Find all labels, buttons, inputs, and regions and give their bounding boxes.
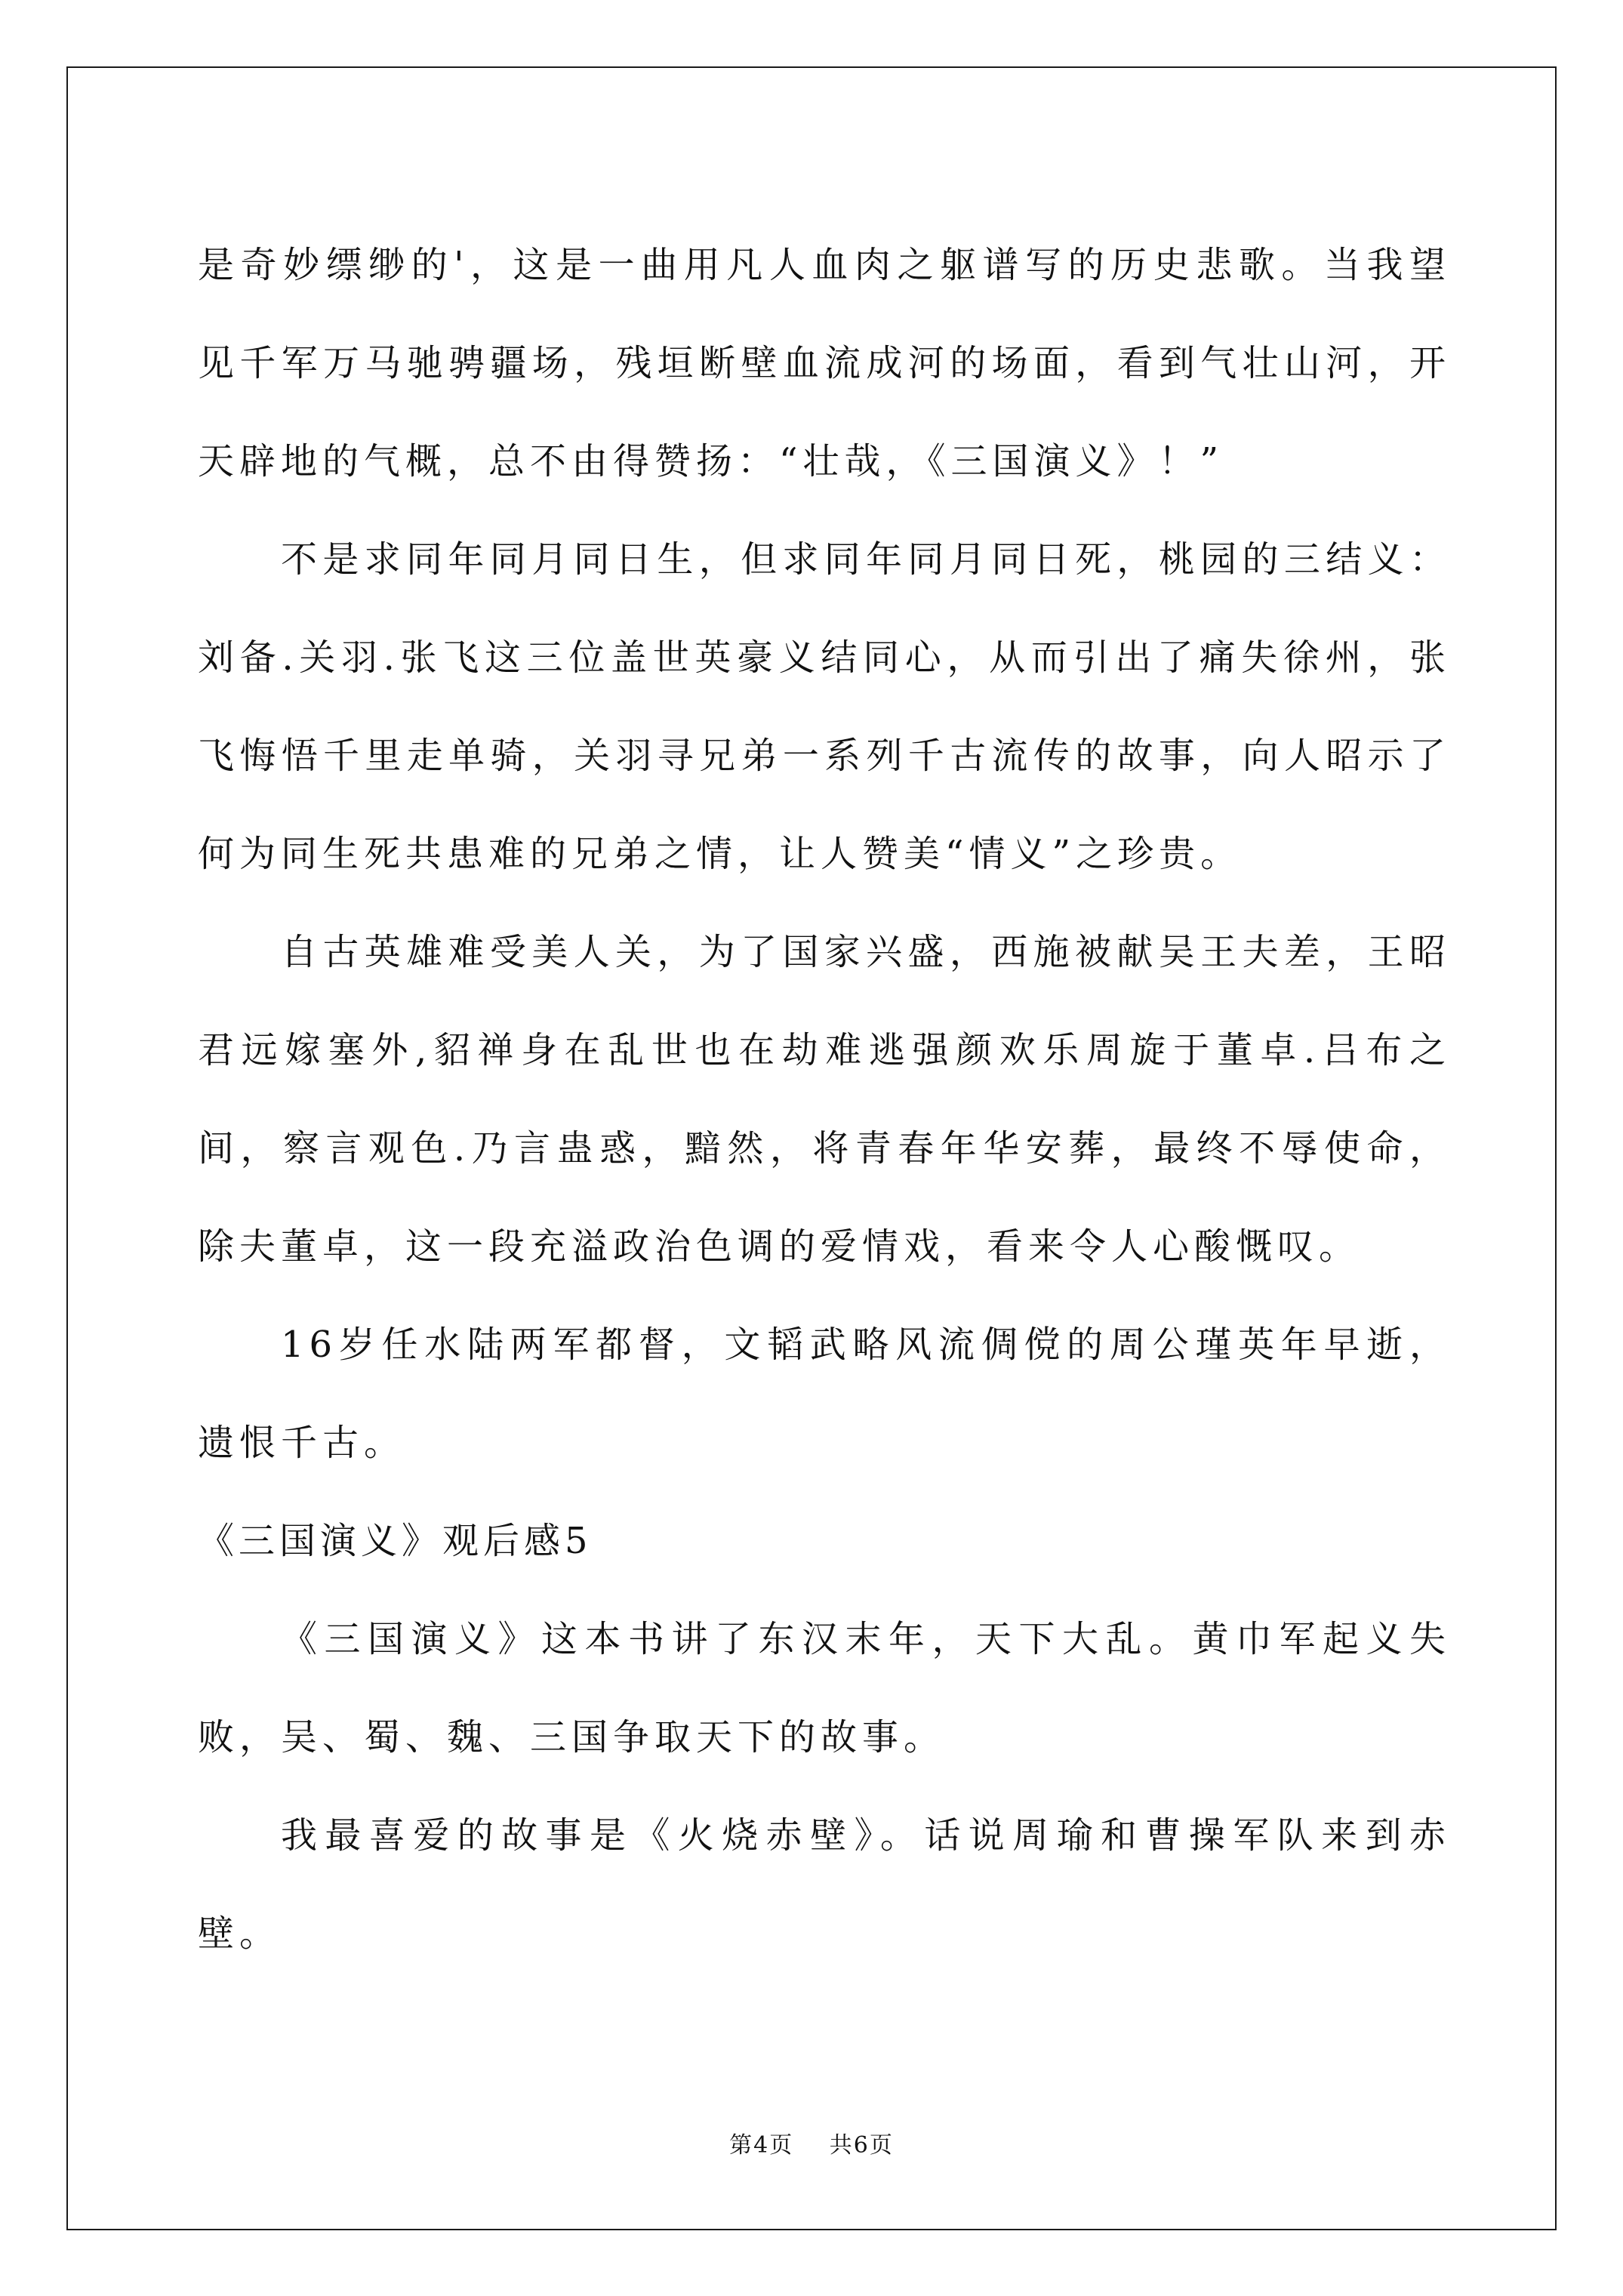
paragraph-2: 不是求同年同月同日生，但求同年同月同日死，桃园的三结义：刘备.关羽.张飞这三位盖世英豪义结同心，从而引出了痛失徐州，张飞悔悟千里走单骑，关羽寻兄弟一系列千古流传的故事，向人昭示了何为同生死共患难的兄弟之情，让人赞美“情义”之珍贵。 — [198, 538, 1451, 875]
paragraph-5: 《三国演义》这本书讲了东汉末年，天下大乱。黄巾军起义失败，吴、蜀、魏、三国争取天下的故事。 — [198, 1618, 1451, 1758]
paragraph-3: 自古英雄难受美人关，为了国家兴盛，西施被献吴王夫差，王昭君远嫁塞外,貂禅身在乱世也在劫难逃强颜欢乐周旋于董卓.吕布之间，察言观色.乃言蛊惑，黯然，将青春年华安葬，最终不辱使命，除夫董卓，这一段充溢政治色调的爱情戏，看来令人心酸慨叹。 — [198, 931, 1451, 1268]
document-body — [198, 216, 1451, 1983]
paragraph-4: 16岁任水陆两军都督，文韬武略风流倜傥的周公瑾英年早逝，遗恨千古。 — [198, 1324, 1451, 1464]
section-heading: 《三国演义》观后感5 — [198, 1520, 593, 1562]
page-total: 共6页 — [829, 2132, 894, 2159]
page-number: 第4页 — [729, 2132, 794, 2159]
paragraph-1: 是奇妙缥缈的'，这是一曲用凡人血肉之躯谱写的历史悲歌。当我望见千军万马驰骋疆场，残垣断壁血流成河的场面，看到气壮山河，开天辟地的气概，总不由得赞扬：“壮哉，《三国演义》！” — [198, 244, 1451, 482]
page-footer — [0, 2126, 1623, 2159]
paragraph-6: 我最喜爱的故事是《火烧赤壁》。话说周瑜和曹操军队来到赤壁。 — [198, 1814, 1451, 1955]
